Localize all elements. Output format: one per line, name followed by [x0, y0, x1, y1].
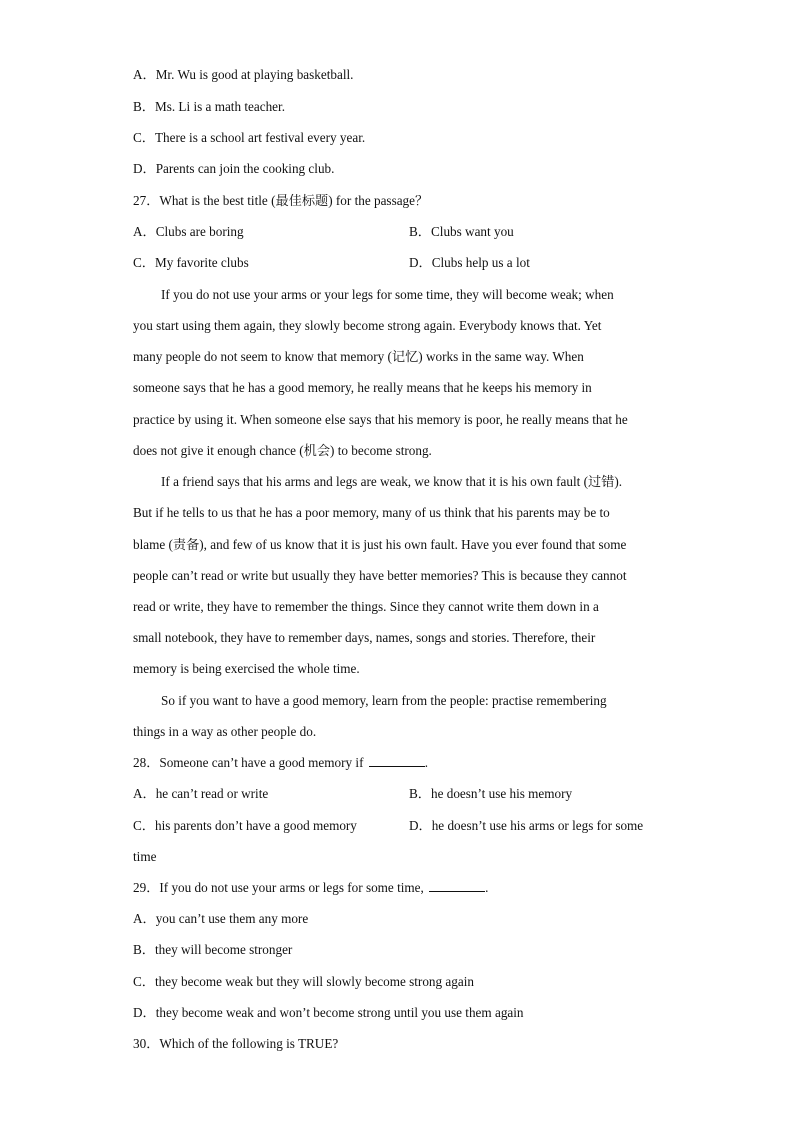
passage-line: But if he tells to us that he has a poor memory, many of us think that his parents may be to [133, 505, 610, 520]
passage-line: small notebook, they have to remember days, names, songs and stories. Therefore, their [133, 630, 596, 645]
passage-line: If you do not use your arms or your legs for some time, they will become weak; when [161, 287, 614, 302]
q29-option-b: B．they will become stronger [133, 942, 293, 957]
q29-question-text: 29．If you do not use your arms or legs for some time, [133, 880, 424, 895]
q27-question: 27．What is the best title (最佳标题) for the passage？ [133, 193, 429, 208]
passage-line: So if you want to have a good memory, learn from the people: practise remembering [161, 693, 607, 708]
q28-option-d-wrap: time [133, 849, 157, 864]
q28-option-a: A．he can’t read or write [133, 786, 269, 801]
q29-question-end: . [485, 880, 489, 895]
q29-option-a: A．you can’t use them any more [133, 911, 309, 926]
q29-option-c: C．they become weak but they will slowly become strong again [133, 974, 474, 989]
passage-line: people can’t read or write but usually they have better memories? This is because they cannot [133, 568, 627, 583]
passage-line: memory is being exercised the whole time. [133, 661, 360, 676]
passage-line: things in a way as other people do. [133, 724, 317, 739]
q27-option-a: A．Clubs are boring [133, 224, 244, 239]
q28-option-c: C．his parents don’t have a good memory [133, 818, 357, 833]
q26-option-d: D．Parents can join the cooking club. [133, 161, 335, 176]
passage-line: read or write, they have to remember the things. Since they cannot write them down in a [133, 599, 599, 614]
q29-option-d: D．they become weak and won’t become strong until you use them again [133, 1005, 524, 1020]
answer-blank [429, 879, 485, 892]
passage-line: does not give it enough chance (机会) to become strong. [133, 443, 432, 458]
q27-option-c: C．My favorite clubs [133, 255, 249, 270]
q29-question [133, 872, 663, 903]
passage-line: practice by using it. When someone else says that his memory is poor, he really means that he [133, 412, 628, 427]
q27-option-d: D．Clubs help us a lot [409, 255, 530, 270]
passage-line: If a friend says that his arms and legs are weak, we know that it is his own fault (过错). [161, 474, 623, 489]
passage-line: you start using them again, they slowly become strong again. Everybody knows that. Yet [133, 318, 602, 333]
passage-line: many people do not seem to know that memory (记忆) works in the same way. When [133, 349, 584, 364]
q28-question-end: . [424, 755, 429, 770]
q27-option-b: B．Clubs want you [409, 224, 514, 239]
q26-option-c: C．There is a school art festival every year. [133, 130, 366, 145]
passage-line: blame (责备), and few of us know that it is just his own fault. Have you ever found that some [133, 537, 627, 552]
q28-option-d: D．he doesn’t use his arms or legs for some [409, 818, 644, 833]
answer-blank [369, 754, 425, 767]
q28-question [133, 747, 663, 778]
q26-option-b: B．Ms. Li is a math teacher. [133, 99, 285, 114]
q30-question: 30．Which of the following is TRUE? [133, 1036, 339, 1051]
q26-option-a: A．Mr. Wu is good at playing basketball. [133, 67, 354, 82]
passage-line: someone says that he has a good memory, he really means that he keeps his memory in [133, 380, 592, 395]
q28-option-b: B．he doesn’t use his memory [409, 786, 573, 801]
q28-question-text: 28．Someone can’t have a good memory if [133, 755, 364, 770]
